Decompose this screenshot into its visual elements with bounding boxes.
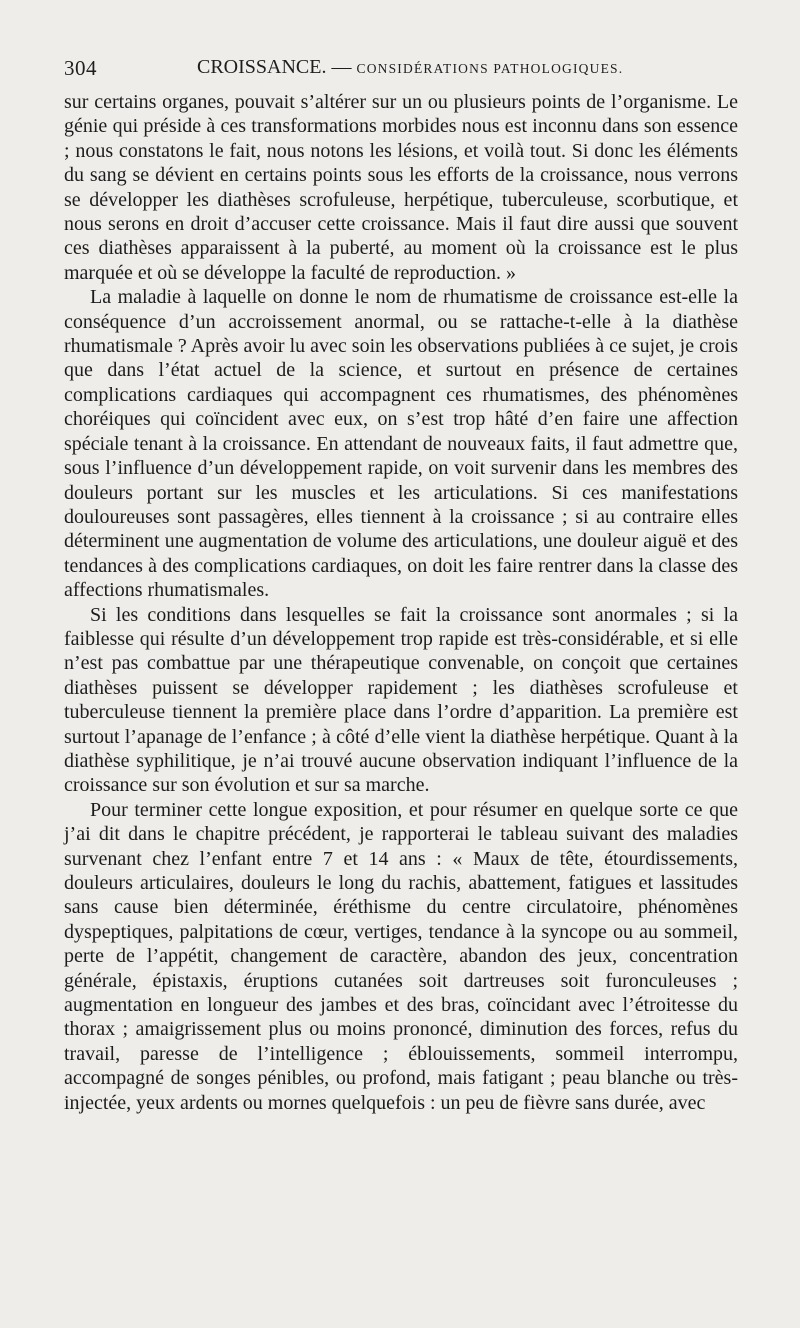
running-head-subtitle: CONSIDÉRATIONS PATHOLOGIQUES.: [356, 61, 624, 76]
page-header: [64, 56, 738, 82]
paragraph-conclusion: Pour terminer cette longue exposition, et pour résumer en quelque sorte ce que j’ai dit dans le chapitre précédent, je rapporterai le tableau suivant des maladies survenant chez l’enfant entre 7 et 14 ans : « Maux de tête, étourdissements, douleurs articulaires, douleurs le long du rachis, abattement, fatigues et lassitudes sans cause bien déterminée, éréthisme du centre circulatoire, phénomènes dyspeptiques, palpitations de cœur, vertiges, tendance à la syncope ou au sommeil, perte de l’appétit, changement de caractère, abandon des jeux, concentration générale, épistaxis, éruptions cutanées soit dartreuses soit furonculeuses ; augmentation en longueur des jambes et des bras, coïncidant avec l’étroitesse du thorax ; amaigrissement plus ou moins prononcé, diminution des forces, refus du travail, paresse de l’intelligence ; éblouissements, sommeil interrompu, accompagné de songes pénibles, ou profond, mais fatigant ; peau blanche ou très-injectée, yeux ardents ou mornes quelquefois : un peu de fièvre sans durée, avec: [64, 798, 738, 1114]
running-head-title: CROISSANCE.: [197, 56, 327, 78]
running-head-separator: —: [326, 56, 357, 78]
paragraph-conditions: Si les conditions dans lesquelles se fait la croissance sont anormales ; si la faiblesse qui résulte d’un développement trop rapide est très-considérable, et si elle n’est pas combattue par une thérapeutique convenable, on conçoit que certaines diathèses puissent se développer rapidement ; les diathèses scrofuleuse et tuberculeuse tiennent la première place dans l’ordre d’apparition. La première est surtout l’apanage de l’enfance ; à côté d’elle vient la diathèse herpétique. Quant à la diathèse syphilitique, je n’ai trouvé aucune observation indiquant l’influence de la croissance sur son évolution et sur sa marche.: [64, 603, 738, 797]
running-head: [197, 56, 623, 79]
paragraph-continued: sur certains organes, pouvait s’altérer sur un ou plusieurs points de l’organisme. Le génie qui préside à ces transformations morbides nous est inconnu dans son essence ; nous constatons le fait, nous notons les lésions, et voilà tout. Si donc les éléments du sang se dévient en certains points sous les efforts de la croissance, nous verrons se développer les diathèses scrofuleuse, herpétique, tuberculeuse, scorbutique, et nous serons en droit d’accuser cette croissance. Mais il faut dire aussi que souvent ces diathèses apparaissent à la puberté, au moment où la croissance est le plus marquée et où se développe la faculté de reproduction. »: [64, 91, 738, 284]
page-number: 304: [64, 56, 97, 80]
body-text: [64, 90, 738, 1115]
paragraph-rhumatisme: La maladie à laquelle on donne le nom de rhumatisme de croissance est-elle la conséquence d’un accroissement anormal, ou se rattache-t-elle à la diathèse rhumatismale ? Après avoir lu avec soin les observations publiées à ce sujet, je crois que dans l’état actuel de la science, et surtout en présence de certaines complications cardiaques qui accompagnent ces rhumatismes, des phénomènes choréiques qui coïncident avec eux, on s’est trop hâté d’en faire une affection spéciale tenant à la croissance. En attendant de nouveaux faits, il faut admettre que, sous l’influence d’un développement rapide, on voit survenir dans les membres des douleurs portant sur les muscles et les articulations. Si ces manifestations douloureuses sont passagères, elles tiennent à la croissance ; si au contraire elles déterminent une augmentation de volume des articulations, une douleur aiguë et des tendances à des complications cardiaques, on doit les faire rentrer dans la classe des affections rhumatismales.: [64, 286, 738, 602]
